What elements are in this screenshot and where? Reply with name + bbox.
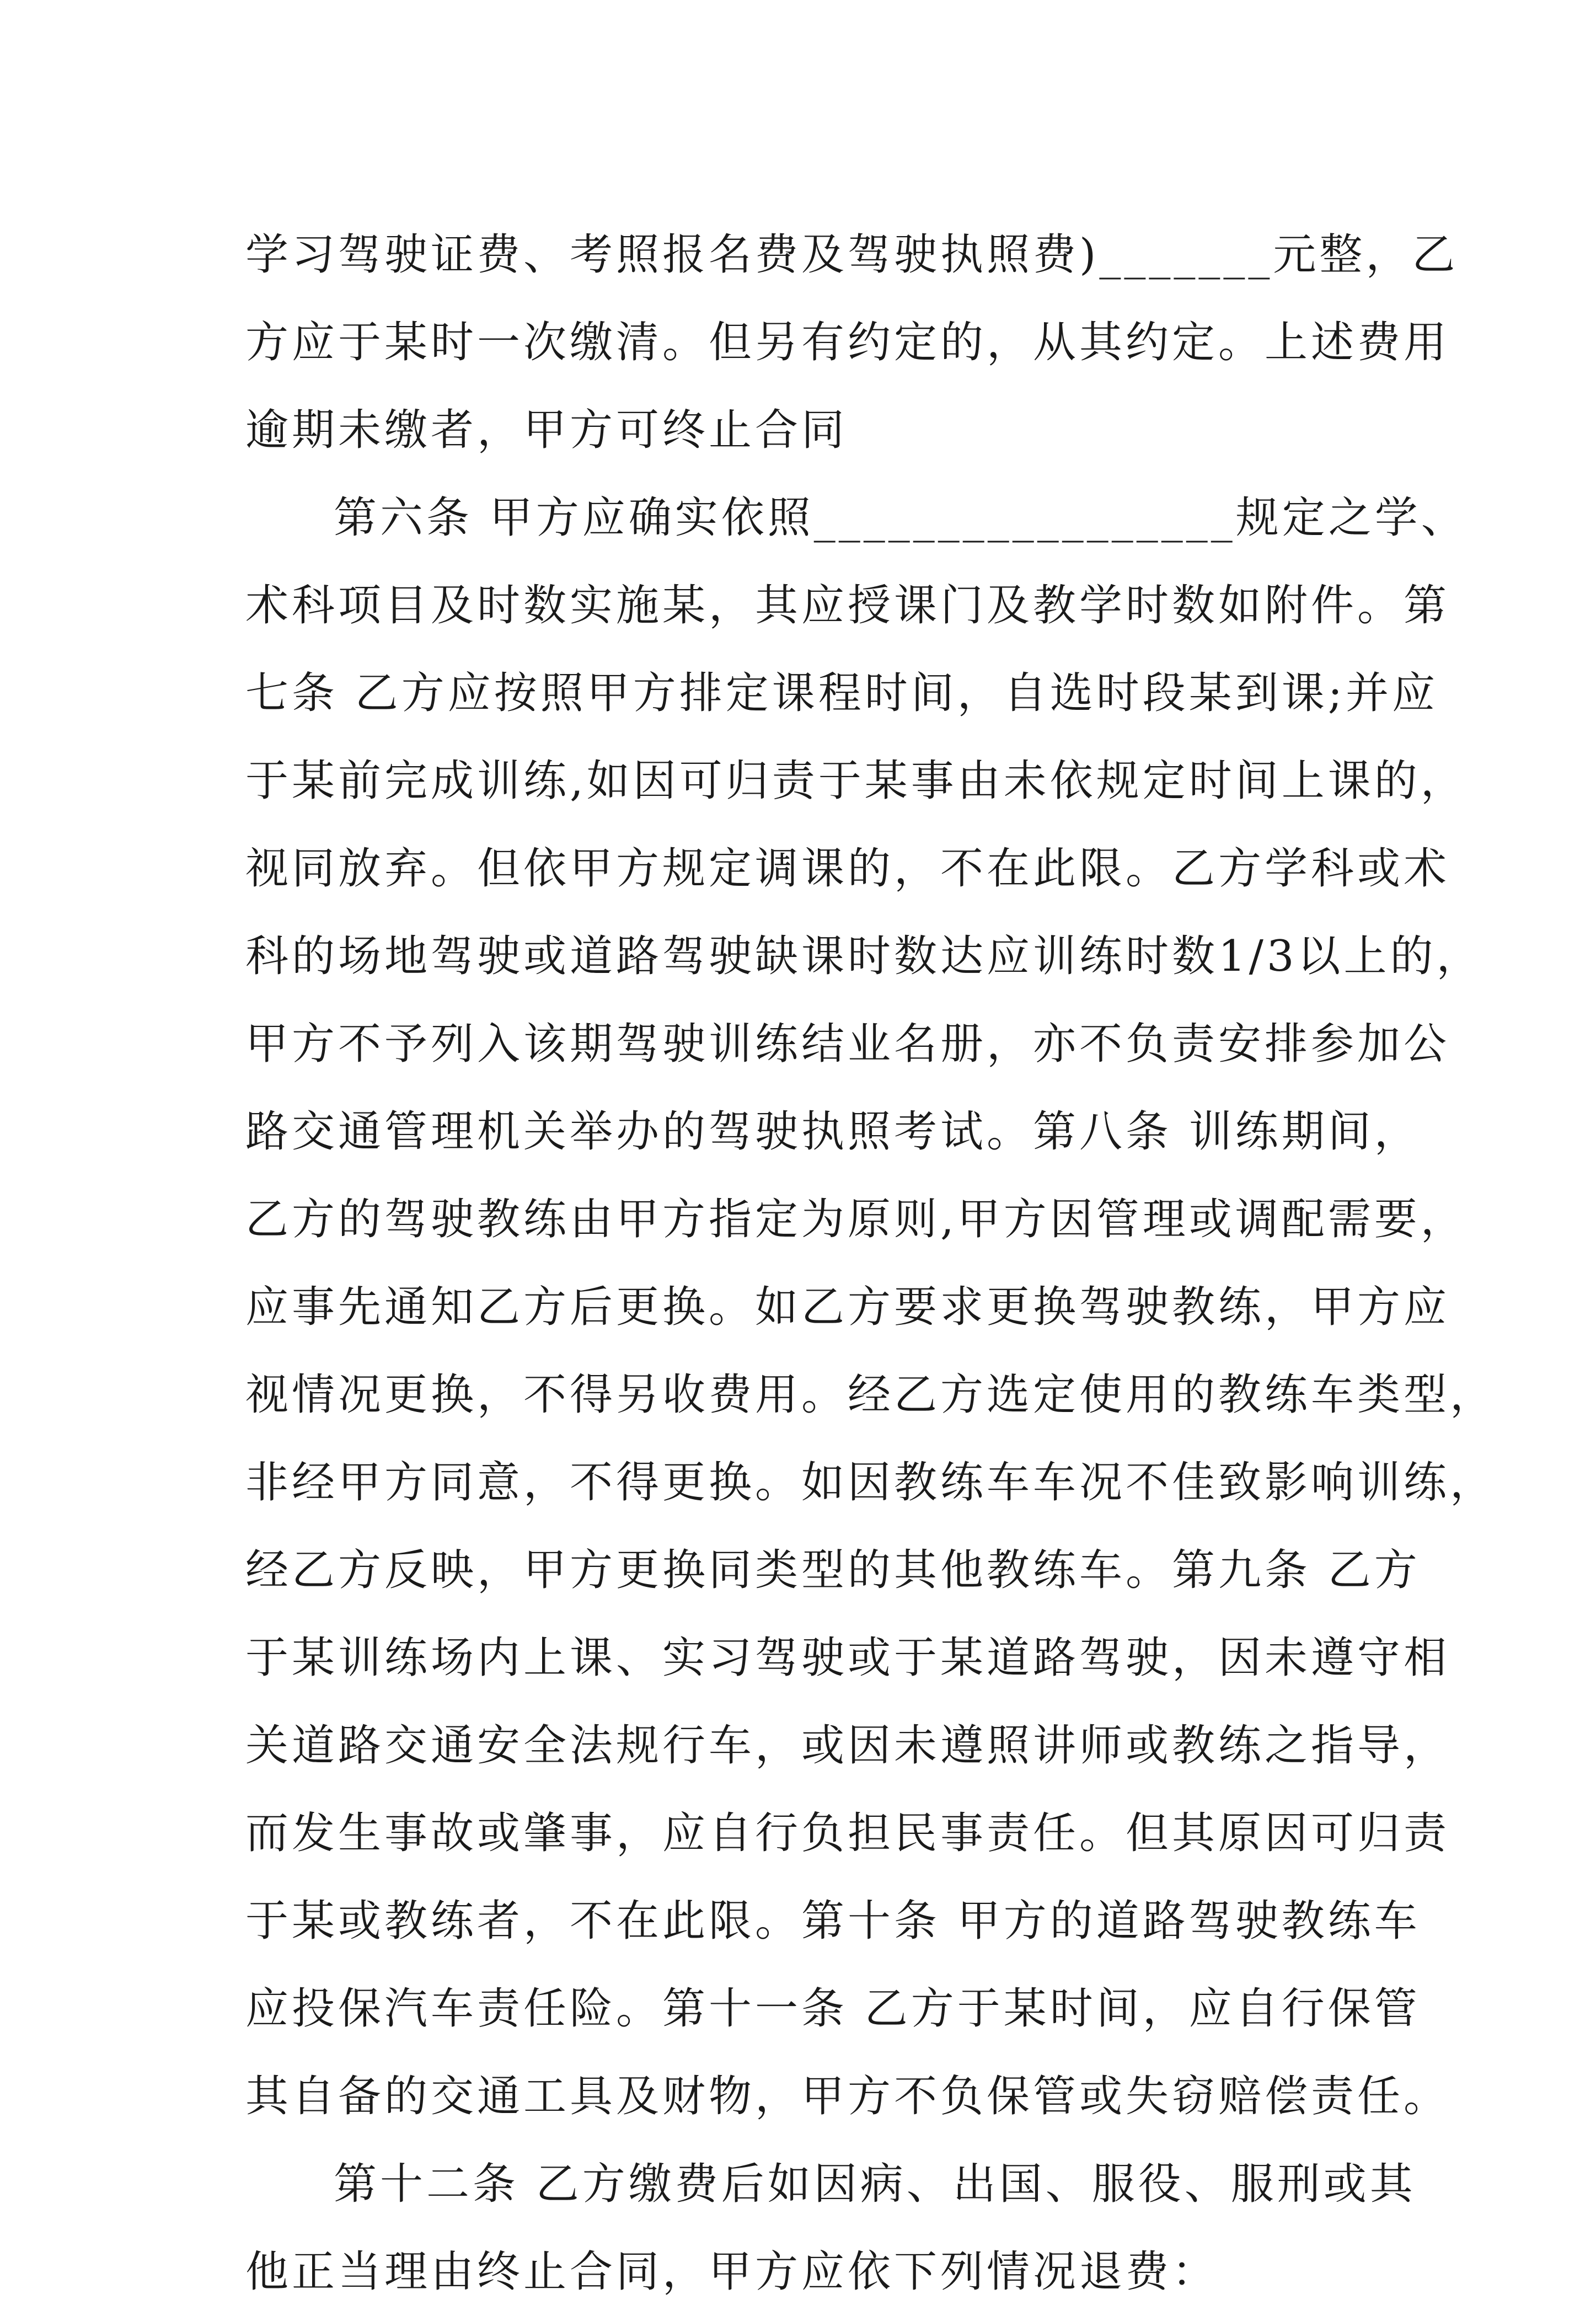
- text-line: 甲方不予列入该期驾驶训练结业名册，亦不负责安排参加公: [245, 1019, 1450, 1069]
- text-line: 七条 乙方应按照甲方排定课程时间，自选时段某到课;并应: [245, 668, 1439, 718]
- text-line: 经乙方反映，甲方更换同类型的其他教练车。第九条 乙方: [245, 1545, 1421, 1595]
- text-line: 于某训练场内上课、实习驾驶或于某道路驾驶，因未遵守相: [245, 1633, 1450, 1683]
- text-line: 其自备的交通工具及财物，甲方不负保管或失窃赔偿责任。: [245, 2072, 1450, 2121]
- text-line: 而发生事故或肇事，应自行负担民事责任。但其原因可归责: [245, 1809, 1450, 1858]
- text-line: 应事先通知乙方后更换。如乙方要求更换驾驶教练，甲方应: [245, 1282, 1450, 1332]
- text-line: 第十二条 乙方缴费后如因病、出国、服役、服刑或其: [334, 2159, 1416, 2209]
- text-line: 乙方的驾驶教练由甲方指定为原则,甲方因管理或调配需要，: [245, 1195, 1467, 1244]
- contract-text-body: [245, 211, 1497, 2316]
- text-line: 应投保汽车责任险。第十一条 乙方于某时间，应自行保管: [245, 1984, 1421, 2034]
- text-line: 科的场地驾驶或道路驾驶缺课时数达应训练时数1/3以上的，: [245, 932, 1483, 981]
- text-line: 视情况更换，不得另收费用。经乙方选定使用的教练车类型，: [245, 1370, 1497, 1420]
- text-line: 学习驾驶证费、考照报名费及驾驶执照费)_______元整，乙: [245, 230, 1459, 280]
- text-line: 路交通管理机关举办的驾驶执照考试。第八条 训练期间，: [245, 1107, 1421, 1157]
- text-line: 逾期未缴者，甲方可终止合同: [245, 405, 848, 455]
- text-line: 于某或教练者，不在此限。第十条 甲方的道路驾驶教练车: [245, 1896, 1421, 1946]
- text-line: 第六条 甲方应确实依照_________________规定之学、: [334, 493, 1468, 543]
- text-line: 关道路交通安全法规行车，或因未遵照讲师或教练之指导，: [245, 1721, 1450, 1771]
- text-line: 于某前完成训练,如因可归责于某事由未依规定时间上课的，: [245, 756, 1467, 806]
- text-line: 非经甲方同意，不得更换。如因教练车车况不佳致影响训练，: [245, 1458, 1497, 1507]
- text-line: 术科项目及时数实施某，其应授课门及教学时数如附件。第: [245, 581, 1450, 630]
- text-line: 他正当理由终止合同，甲方应依下列情况退费：: [245, 2247, 1219, 2297]
- text-line: 视同放弃。但依甲方规定调课的，不在此限。乙方学科或术: [245, 844, 1450, 894]
- text-line: 方应于某时一次缴清。但另有约定的，从其约定。上述费用: [245, 318, 1450, 367]
